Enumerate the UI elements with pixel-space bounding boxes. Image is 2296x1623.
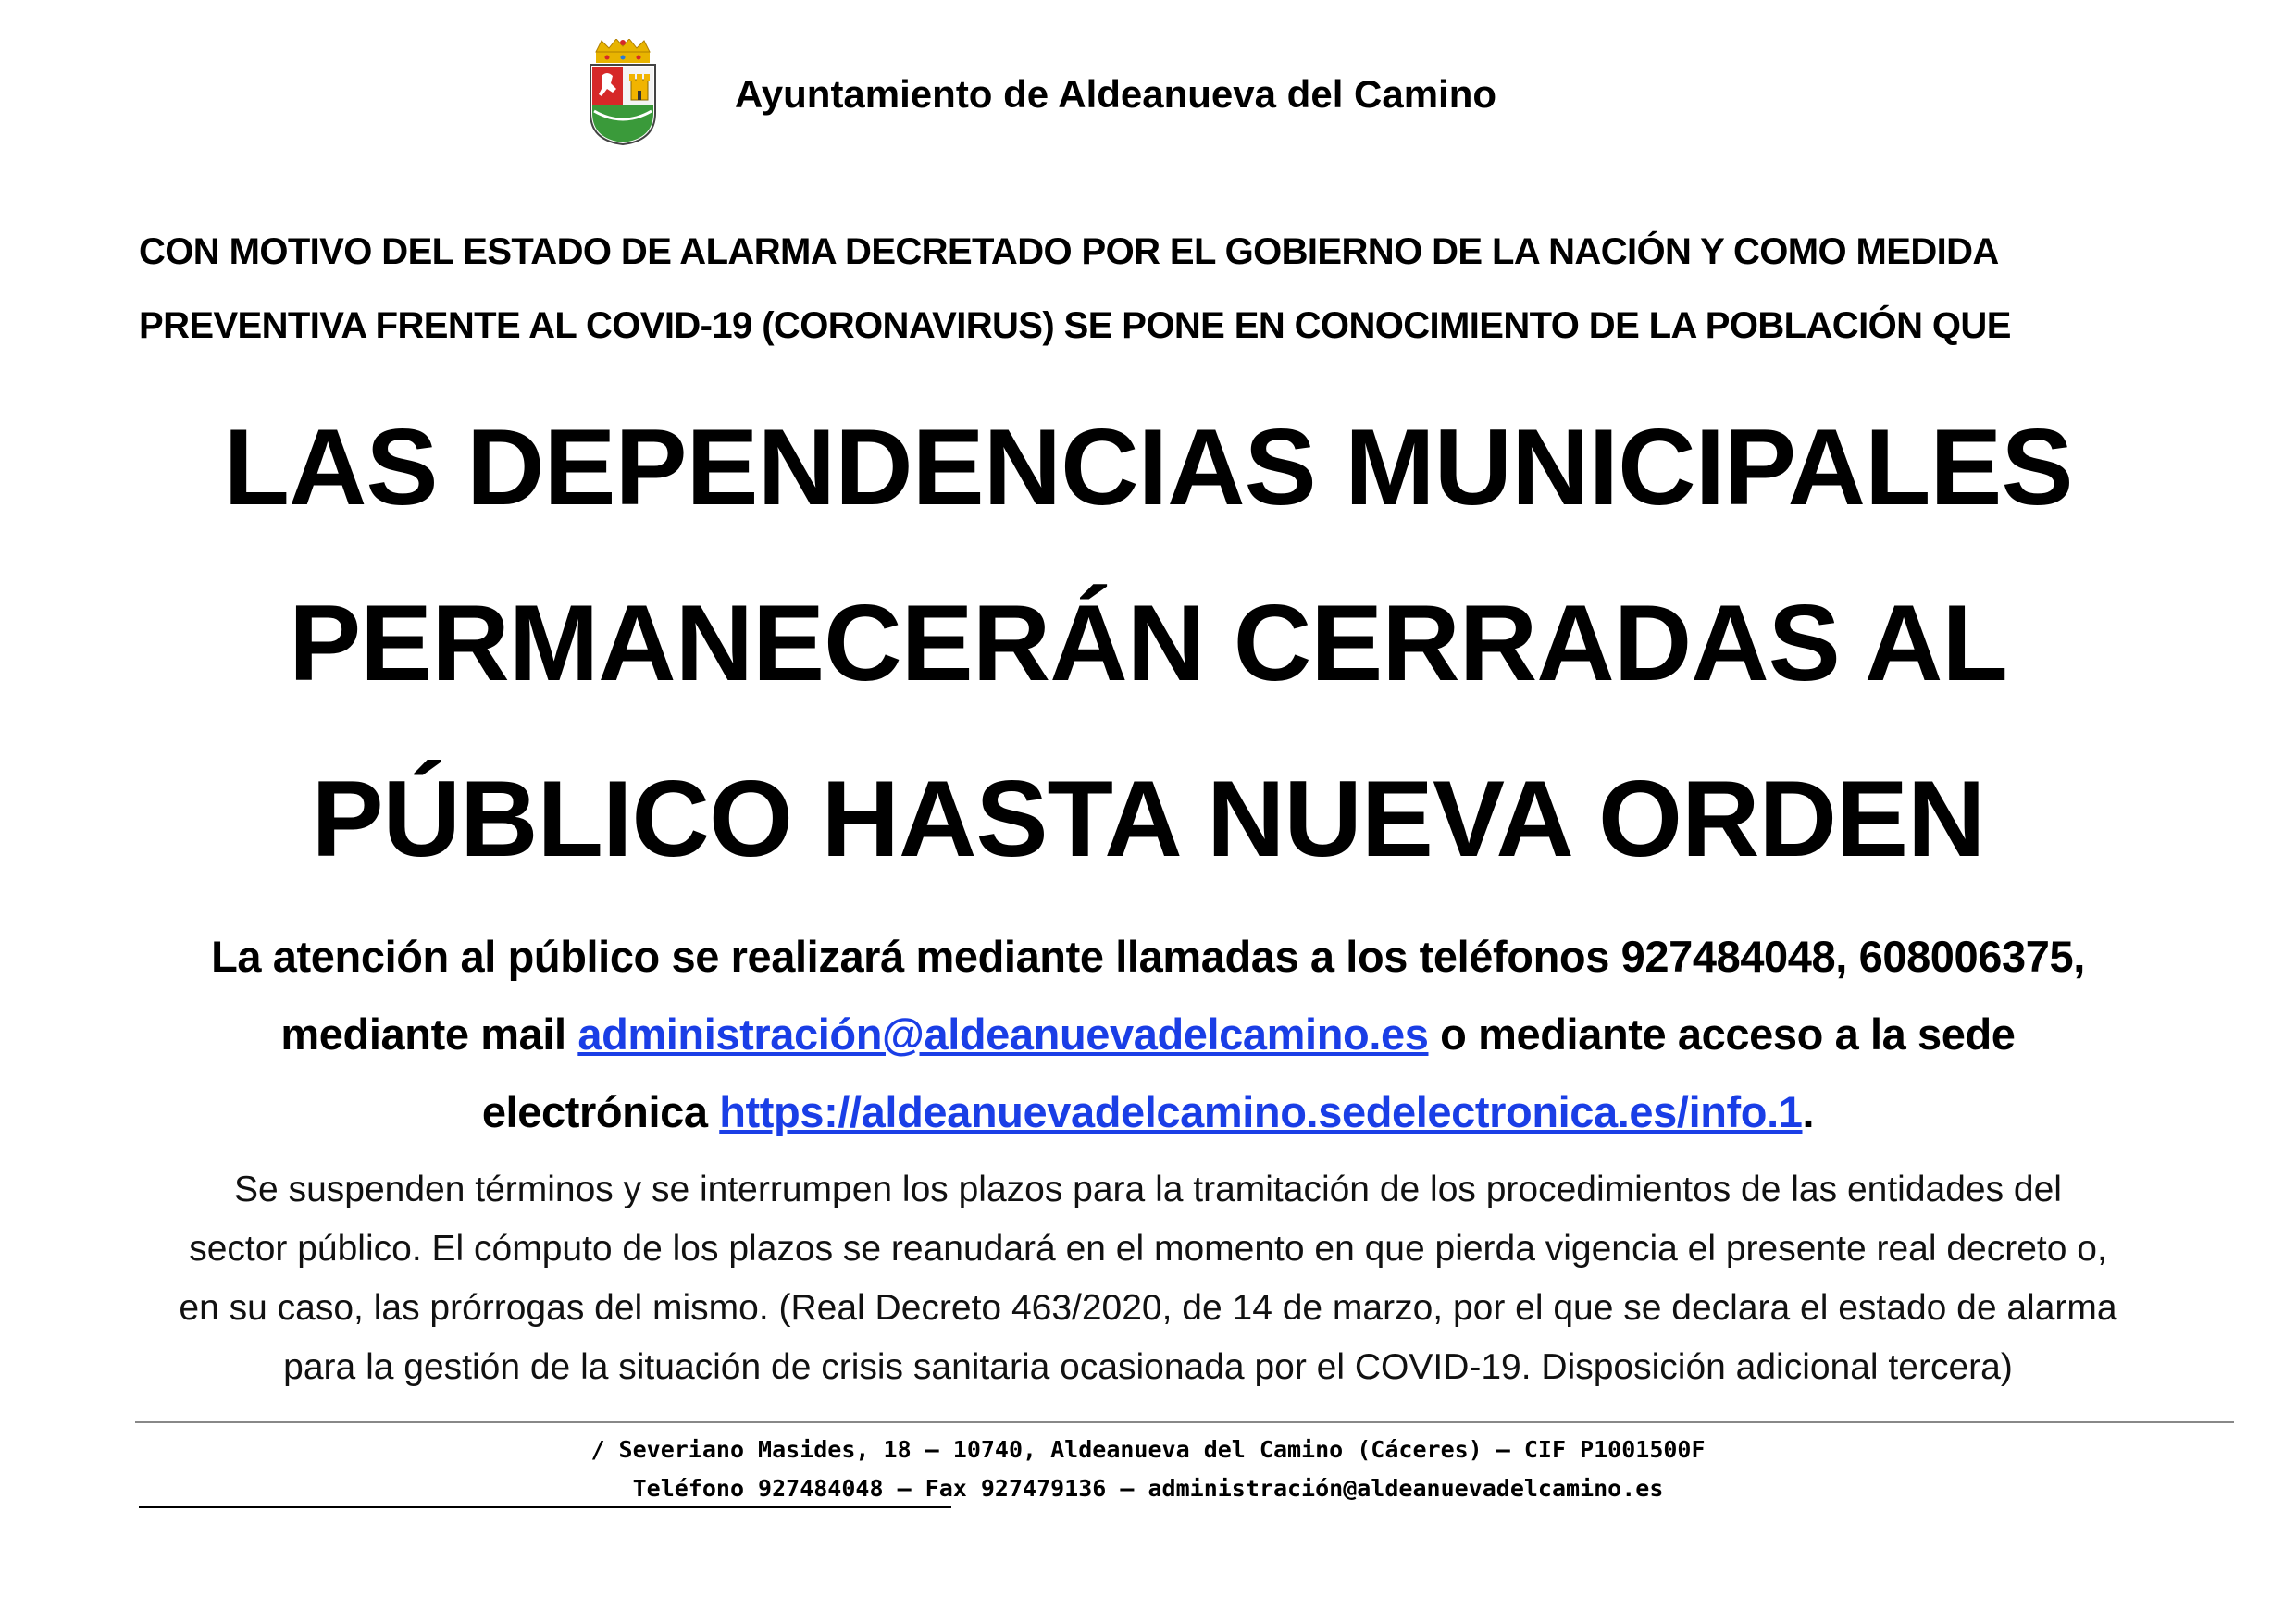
contact-line — [0, 996, 2296, 1073]
intro-line: PREVENTIVA FRENTE AL COVID-19 (CORONAVIRUS) SE PONE EN CONOCIMIENTO DE LA POBLACIÓN QUE — [139, 305, 2011, 346]
legal-line: en su caso, las prórrogas del mismo. (Real Decreto 463/2020, de 14 de marzo, por el que se declara el estado de alarma — [179, 1288, 2117, 1328]
contact-email-suffix: o mediante acceso a la sede — [1428, 1010, 2016, 1059]
sede-electronica-link[interactable]: https://aldeanuevadelcamino.sedelectronica.es/info.1 — [719, 1087, 1803, 1136]
headline-line: LAS DEPENDENCIAS MUNICIPALES — [223, 406, 2073, 527]
headline-line: PERMANECERÁN CERRADAS AL — [289, 582, 2007, 703]
legal-line: Se suspenden términos y se interrumpen los plazos para la tramitación de los procedimientos de las entidades del — [234, 1170, 2062, 1209]
headline-line: PÚBLICO HASTA NUEVA ORDEN — [311, 758, 1985, 879]
legal-line: para la gestión de la situación de crisis sanitaria ocasionada por el COVID-19. Disposición adicional tercera) — [283, 1347, 2013, 1387]
legal-text — [0, 1160, 2296, 1397]
legal-line: sector público. El cómputo de los plazos se reanudará en el momento en que pierda vigencia el presente real decreto o, — [189, 1229, 2107, 1269]
contact-url-suffix: . — [1802, 1087, 1815, 1136]
contact-url-prefix: electrónica — [481, 1087, 720, 1136]
email-link[interactable]: administración@aldeanuevadelcamino.es — [577, 1010, 1429, 1059]
contact-line: La atención al público se realizará mediante llamadas a los teléfonos 927484048, 608006375, — [211, 932, 2085, 981]
coat-of-arms-icon — [585, 39, 661, 146]
footer-address: / Severiano Masides, 18 – 10740, Aldeanueva del Camino (Cáceres) – CIF P1001500F — [590, 1436, 1706, 1463]
footer-phones: Teléfono 927484048 – Fax 927479136 – administración@aldeanuevadelcamino.es — [632, 1475, 1664, 1502]
contact-info — [0, 918, 2296, 1151]
main-headline — [0, 379, 2296, 907]
organization-name: Ayuntamiento de Aldeanueva del Camino — [735, 72, 1497, 116]
footer-divider — [135, 1421, 2234, 1423]
footer-underline — [139, 1506, 951, 1508]
intro-line: CON MOTIVO DEL ESTADO DE ALARMA DECRETADO POR EL GOBIERNO DE LA NACIÓN Y COMO MEDIDA — [139, 231, 1999, 272]
intro-text — [139, 215, 2175, 363]
contact-line — [0, 1073, 2296, 1151]
contact-email-prefix: mediante mail — [280, 1010, 578, 1059]
